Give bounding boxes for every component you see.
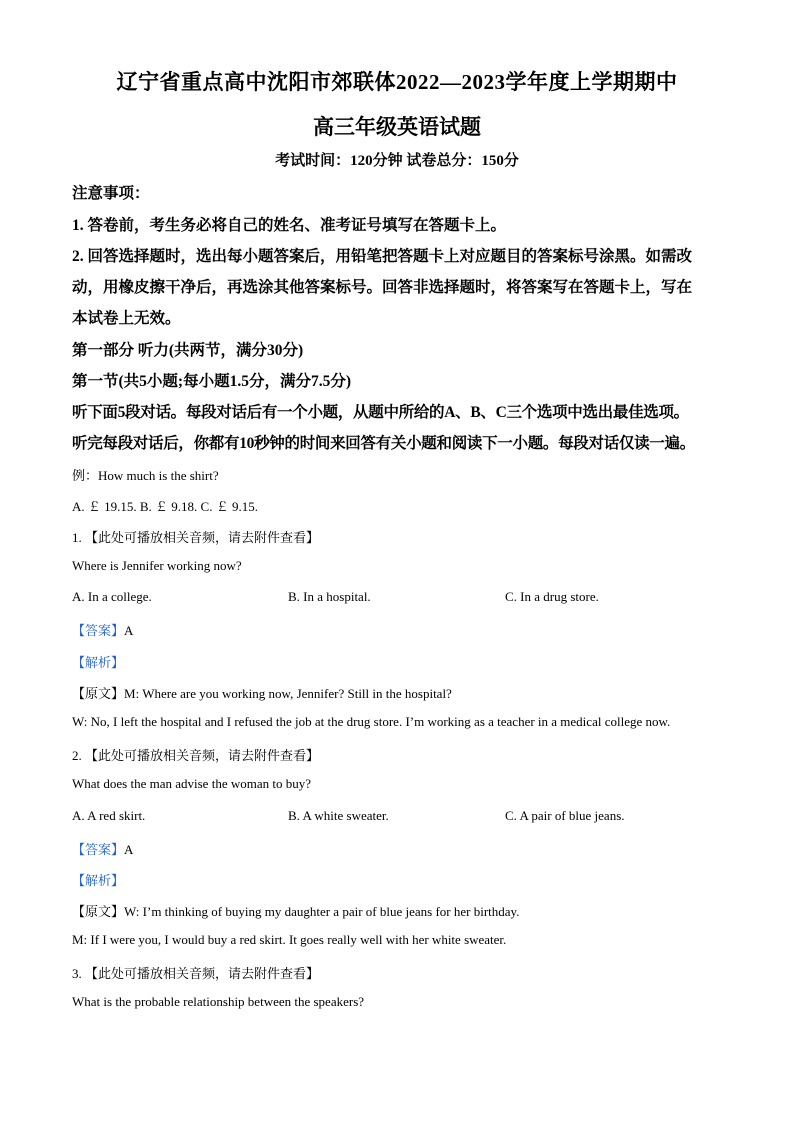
notes-item-1: 1. 答卷前，考生务必将自己的姓名、准考证号填写在答题卡上。 — [72, 217, 507, 234]
transcript-tag: 【原文】 — [72, 686, 125, 701]
question-number: 1. — [72, 530, 82, 545]
question-2-option-b: B. A white sweater. — [288, 808, 389, 823]
question-1-option-c: C. In a drug store. — [505, 589, 599, 604]
audio-note: 【此处可播放相关音频，请去附件查看】 — [85, 966, 320, 981]
question-3-header — [72, 963, 722, 982]
notes-heading: 注意事项： — [72, 185, 150, 202]
instructions-line2: 听完每段对话后，你都有10秒钟的时间来回答有关小题和阅读下一小题。每段对话仅读一遍。 — [72, 435, 695, 452]
part1-heading: 第一部分 听力(共两节，满分30分) — [72, 342, 304, 359]
question-1-header — [72, 527, 722, 546]
question-2-option-c: C. A pair of blue jeans. — [505, 808, 625, 823]
question-1-answer — [72, 620, 722, 639]
question-1-analysis-tag: 【解析】 — [72, 655, 125, 670]
audio-note: 【此处可播放相关音频，请去附件查看】 — [85, 748, 320, 763]
exam-title-line2: 高三年级英语试题 — [313, 115, 481, 139]
question-2-text: What does the man advise the woman to buy? — [72, 776, 311, 791]
question-2-header — [72, 745, 722, 764]
answer-tag: 【答案】 — [72, 842, 125, 857]
answer-tag: 【答案】 — [72, 623, 125, 638]
answer-value: A — [124, 842, 134, 857]
section1-heading: 第一节(共5小题;每小题1.5分，满分7.5分) — [72, 373, 351, 390]
notes-item-2-line1: 2. 回答选择题时，选出每小题答案后，用铅笔把答题卡上对应题目的答案标号涂黑。如需改 — [72, 248, 693, 265]
audio-note: 【此处可播放相关音频，请去附件查看】 — [85, 530, 320, 545]
question-number: 2. — [72, 748, 82, 763]
answer-value: A — [124, 623, 134, 638]
question-2-analysis-tag: 【解析】 — [72, 873, 125, 888]
question-2-transcript-2: M: If I were you, I would buy a red skirt. It goes really well with her white sweater. — [72, 932, 507, 947]
instructions-line1: 听下面5段对话。每段对话后有一个小题，从题中所给的A、B、C三个选项中选出最佳选项。 — [72, 404, 689, 421]
question-3-text: What is the probable relationship between the speakers? — [72, 994, 365, 1009]
question-1-option-a: A. In a college. — [72, 589, 152, 604]
transcript-text: W: I’m thinking of buying my daughter a pair of blue jeans for her birthday. — [124, 904, 520, 919]
notes-item-2-line3: 本试卷上无效。 — [72, 310, 181, 327]
question-2-answer — [72, 839, 722, 858]
question-2-option-a: A. A red skirt. — [72, 808, 146, 823]
question-2-transcript-1 — [72, 901, 722, 920]
transcript-text: M: Where are you working now, Jennifer? Still in the hospital? — [124, 686, 452, 701]
question-1-option-b: B. In a hospital. — [288, 589, 371, 604]
exam-title-line1: 辽宁省重点高中沈阳市郊联体2022—2023学年度上学期期中 — [116, 70, 678, 94]
transcript-tag: 【原文】 — [72, 904, 125, 919]
question-1-transcript-1 — [72, 683, 722, 702]
notes-item-2-line2: 动，用橡皮擦干净后，再选涂其他答案标号。回答非选择题时，将答案写在答题卡上，写在 — [72, 279, 693, 296]
question-number: 3. — [72, 966, 82, 981]
question-1-transcript-2: W: No, I left the hospital and I refused the job at the drug store. I’m working as a teacher in a medical college now. — [72, 714, 671, 729]
example-options: A. ￡ 19.15. B. ￡ 9.18. C. ￡ 9.15. — [72, 499, 258, 514]
exam-info: 考试时间：120分钟 试卷总分：150分 — [275, 153, 519, 169]
question-1-text: Where is Jennifer working now? — [72, 558, 242, 573]
example-question: 例：How much is the shirt? — [72, 468, 219, 483]
